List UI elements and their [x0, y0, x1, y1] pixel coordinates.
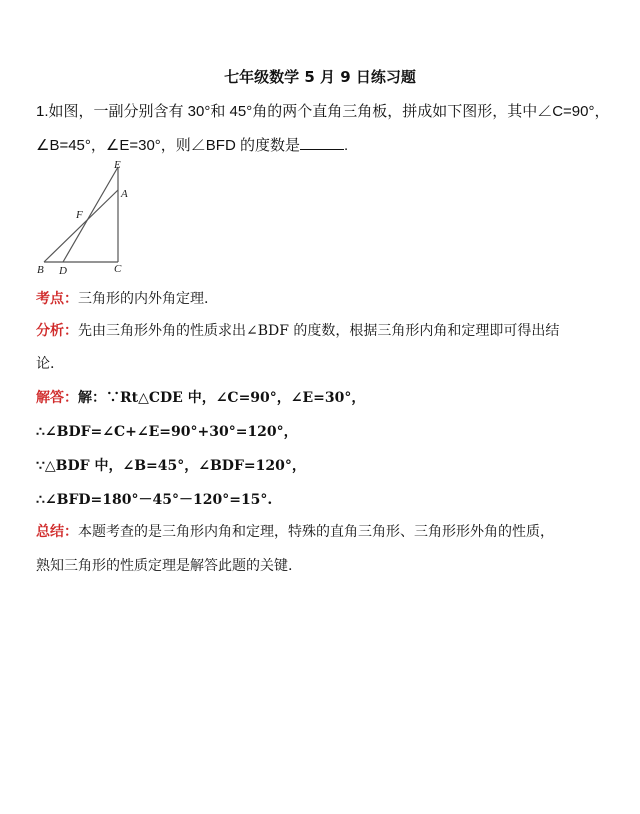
jieda-label: 解答：: [36, 390, 78, 406]
fenxi-label: 分析：: [36, 323, 78, 339]
zongjie-text-2: 熟知三角形的性质定理是解答此题的关键.: [36, 558, 293, 574]
geometry-figure: [30, 155, 140, 280]
label-D: D: [59, 265, 67, 277]
zongjie-text-1: 本题考查的是三角形内角和定理，特殊的直角三角形、三角形形外角的性质，: [78, 524, 554, 540]
fenxi-text-2: 论.: [36, 356, 55, 372]
jieda-line-1: 解：∵Rt△CDE 中，∠C=90°，∠E=30°，: [78, 390, 366, 406]
question-text: ∠B=45°，∠E=30°，则∠BFD 的度数是: [36, 137, 300, 154]
zongjie-row: [36, 521, 554, 541]
page-title: 七年级数学 5 月 9 日练习题: [224, 68, 416, 86]
label-E: E: [114, 159, 121, 171]
question-line-1: 1.如图，一副分别含有 30°和 45°角的两个直角三角板，拼成如下图形，其中∠C=90°，: [36, 103, 610, 120]
kaodian-text: 三角形的内外角定理.: [78, 291, 209, 307]
label-B: B: [37, 264, 44, 276]
zongjie-label: 总结：: [36, 524, 78, 540]
kaodian-row: [36, 288, 208, 308]
jieda-line-4: ∴∠BFD=180°－45°－120°=15°.: [36, 492, 273, 508]
jieda-row: [36, 387, 365, 407]
label-C: C: [114, 263, 122, 275]
jieda-line-3: ∵△BDF 中，∠B=45°，∠BDF=120°，: [36, 458, 306, 474]
fenxi-row: [36, 320, 559, 340]
label-F: F: [76, 209, 83, 221]
label-A: A: [121, 188, 128, 200]
question-period: .: [343, 137, 349, 154]
fenxi-text-1: 先由三角形外角的性质求出∠BDF 的度数，根据三角形内角和定理即可得出结: [78, 323, 560, 339]
answer-blank: [300, 137, 344, 150]
kaodian-label: 考点：: [36, 291, 78, 307]
jieda-line-2: ∴∠BDF=∠C+∠E=90°+30°=120°，: [36, 424, 298, 440]
question-line-2: [36, 134, 348, 155]
